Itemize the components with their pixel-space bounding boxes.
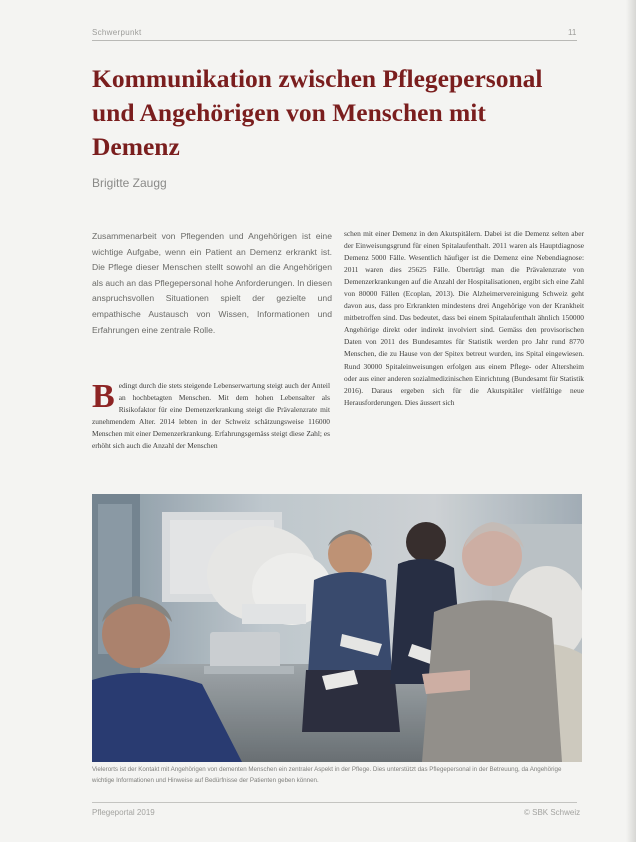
footer-rule bbox=[92, 802, 577, 803]
footer-publication: Pflegeportal 2019 bbox=[92, 808, 155, 817]
article-photo bbox=[92, 494, 582, 762]
article-title: Kommunikation zwischen Pflegepersonal und Angehörigen von Menschen mit Demenz bbox=[92, 64, 543, 161]
header-rule bbox=[92, 40, 577, 41]
article-lead: Zusammenarbeit von Pflegenden und Angehörigen ist eine wichtige Aufgabe, wenn ein Patient an Demenz erkrankt ist. Die Pflege dieser Menschen stellt sowohl an die Angehörigen als auch an das Pflegepersonal hohe Anforderungen. In diesen anspruchsvollen Situationen spielt der gezielte und empathische Austausch von Wissen, Informationen und Erfahrungen eine zentrale Rolle. bbox=[92, 231, 332, 335]
body-column-right: schen mit einer Demenz in den Akutspitälern. Dabei ist die Demenz selten aber der Einweisungsgrund für einen Spitalaufenthalt. 2011 waren als Hauptdiagnose Demenz 5000 Fälle. Wesentlich häufiger ist die Demenz eine Nebendiagnose: 2011 waren dies 25625 Fälle. Überträgt man die Prävalenzrate von Demenzerkrankungen auf die Anzahl der Hospitalisationen, ergibt sich eine Zahl von 80000 Fällen (Ecoplan, 2013). Die Alzheimervereinigung Schweiz geht davon aus, dass pro Erkrankten mindestens drei Angehörige von der Krankheit mitbetroffen sind. Das bedeutet, dass bei einem Spitalaufenthalt ähnlich 150000 Angehörige direkt oder indirekt involviert sind. Gemäss den provisorischen Daten von 2011 des Bundesamtes für Statistik werden pro Jahr rund 8770 Menschen, die zu Hause von der Spitex betreut wurden, ins Spital eingewiesen. Rund 30000 Spitaleinweisungen erfolgen aus einem Pflege- oder Altersheim oder aus einer anderen sozialmedizinischen Einrichtung (Bundesamt für Statistik 2016). Daraus ergeben sich für die Akutspitäler vielfältige neue Herausforderungen. Dies äussert sich bbox=[344, 229, 584, 407]
section-label: Schwerpunkt bbox=[92, 28, 142, 37]
drop-cap: B bbox=[92, 378, 115, 415]
article-author: Brigitte Zaugg bbox=[92, 176, 167, 190]
body-text-left: edingt durch die stets steigende Lebenserwartung steigt auch der Anteil an hochbetagten Menschen. Mit dem hohen Lebensalter als Risikofaktor für eine Demenzerkrankung steigt die Prävalenzrate mit zunehmendem Alter. 2014 lebten in der Schweiz schätzungsweise 116000 Menschen mit einer Demenzerkrankung. Erfahrungsgemäss steigt diese Zahl; es erhöht sich auch die Anzahl der Menschen bbox=[92, 381, 330, 451]
page-number: 11 bbox=[568, 28, 577, 37]
page-edge-shadow bbox=[626, 0, 636, 842]
footer-copyright: © SBK Schweiz bbox=[524, 808, 581, 817]
body-column-left bbox=[92, 380, 330, 452]
photo-illustration bbox=[92, 494, 582, 762]
photo-caption: Vielerorts ist der Kontakt mit Angehörigen von dementen Menschen ein zentraler Aspekt in der Pflege. Dies unterstützt das Pflegepersonal in der Betreuung, da Angehörige wichtige Informationen und Hinweise auf Bedürfnisse der Patienten geben können. bbox=[92, 766, 562, 784]
